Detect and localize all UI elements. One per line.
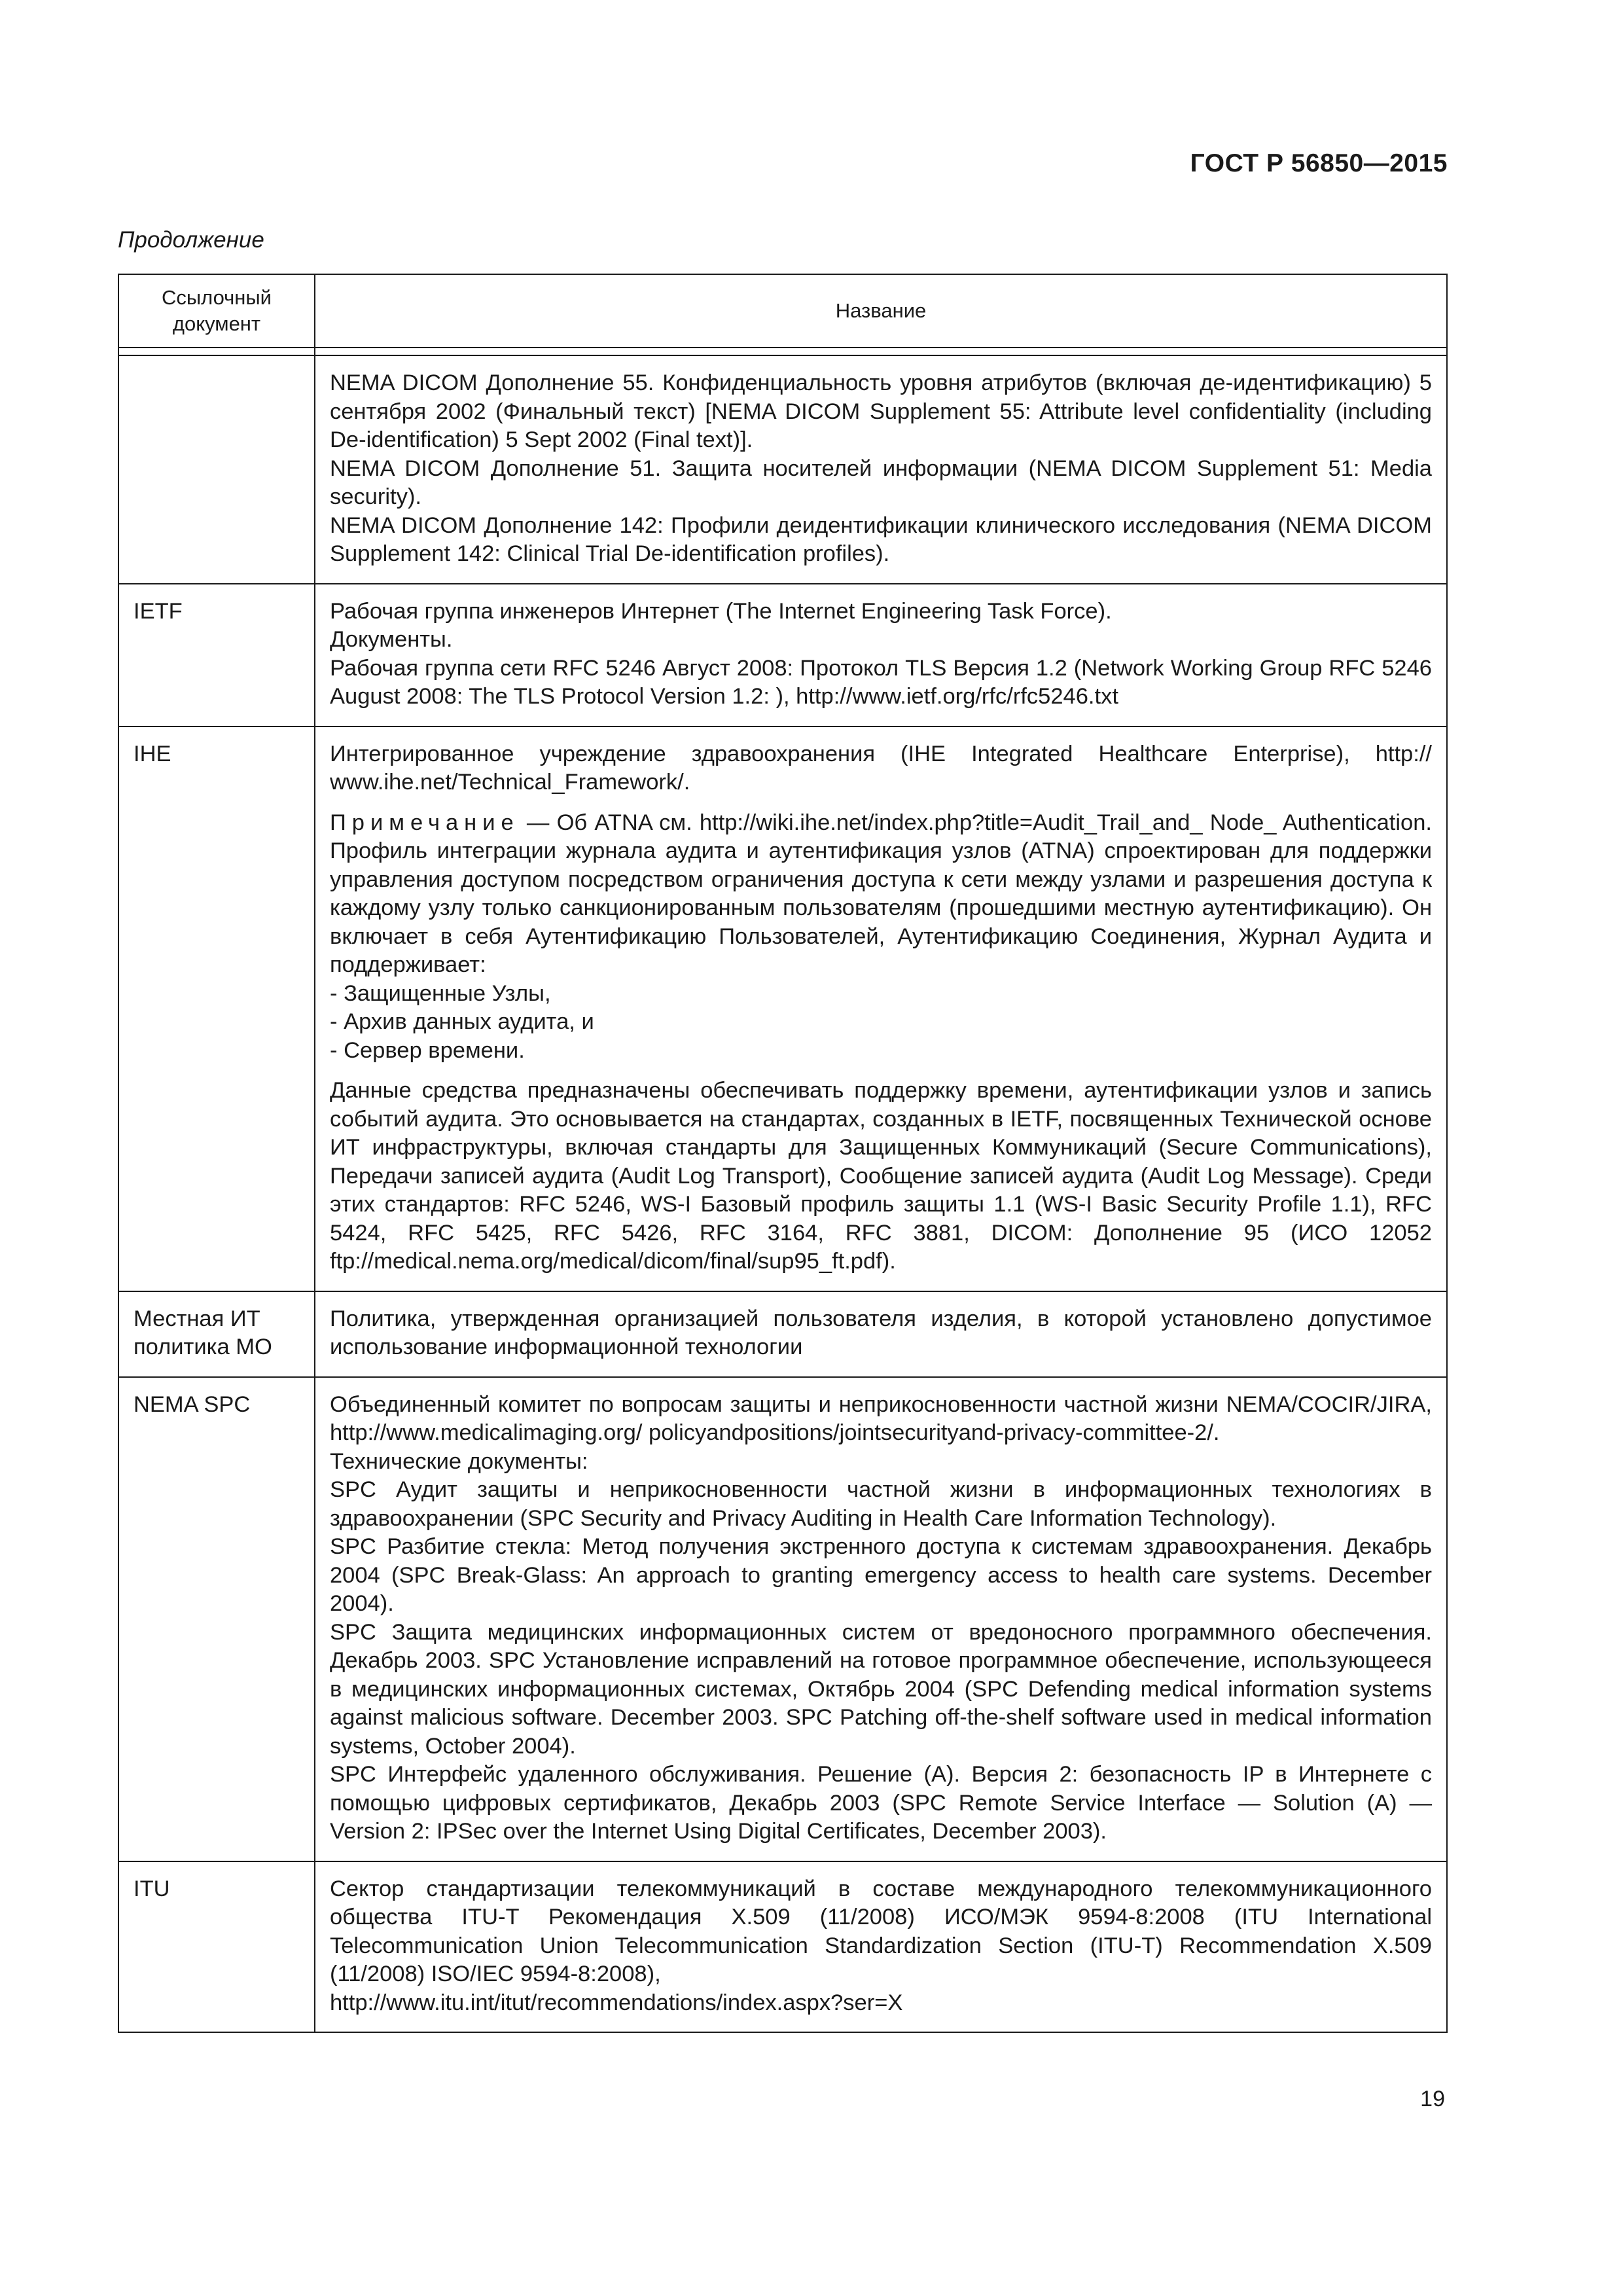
reference-cell: ITU bbox=[118, 1861, 315, 2033]
list-item: - Сервер времени. bbox=[330, 1037, 525, 1063]
table-row bbox=[118, 1377, 1447, 1861]
name-cell bbox=[315, 1291, 1447, 1377]
paragraph: NEMA DICOM Дополнение 142: Профили деидентификации клинического исследования (NEMA DICOM Supplement 142: Clinical Trial De-identification profiles). bbox=[330, 512, 1432, 566]
table-row bbox=[118, 584, 1447, 726]
reference-cell: Местная ИТ политика МО bbox=[118, 1291, 315, 1377]
paragraph: Рабочая группа сети RFC 5246 Август 2008: Протокол TLS Версия 1.2 (Network Working Group RFC 5246 August 2008: The TLS Protocol Version 1.2: ), http://www.ietf.org/rfc/rfc5246.txt bbox=[330, 655, 1432, 709]
table-row bbox=[118, 1291, 1447, 1377]
reference-cell: IETF bbox=[118, 584, 315, 726]
paragraph: Рабочая группа инженеров Интернет (The Internet Engineering Task Force). bbox=[330, 598, 1112, 624]
name-cell bbox=[315, 1861, 1447, 2033]
reference-cell: IHE bbox=[118, 726, 315, 1291]
header-spacer-row bbox=[118, 348, 1447, 355]
name-cell bbox=[315, 1377, 1447, 1861]
paragraph: Сектор стандартизации телекоммуникаций в составе международного телекоммуникационного общества ITU-T Рекомендация Х.509 (11/2008) ИСО/МЭК 9594-8:2008 (ITU International Telecommunication Union Telecommunication Standardization Section (ITU-T) Recommendation X.509 (11/2008) ISO/IEC 9594-8:2008), bbox=[330, 1876, 1432, 1986]
paragraph: Технические документы: bbox=[330, 1448, 588, 1474]
paragraph: SPC Защита медицинских информационных систем от вредоносного программного обеспечения. Декабрь 2003. SPC Установление исправлений на готовое программное обеспечение, использующееся в медицинских информационных системах, Октябрь 2004 (SPC Defending medical information systems against malicious software. December 2003. SPC Patching off-the-shelf software used in medical information systems, October 2004). bbox=[330, 1619, 1432, 1759]
note-paragraph bbox=[330, 809, 1432, 980]
paragraph: http://www.itu.int/itut/recommendations/index.aspx?ser=X bbox=[330, 1990, 903, 2015]
name-cell bbox=[315, 584, 1447, 726]
paragraph: SPC Аудит защиты и неприкосновенности частной жизни в информационных технологиях в здравоохранении (SPC Security and Privacy Auditing in Health Care Information Technology). bbox=[330, 1477, 1432, 1531]
continuation-label: Продолжение bbox=[118, 227, 264, 253]
reference-cell: NEMA SPC bbox=[118, 1377, 315, 1861]
paragraph: NEMA DICOM Дополнение 55. Конфиденциальность уровня атрибутов (включая де-идентификацию) 5 сентября 2002 (Финальный текст) [NEMA DICOM Supplement 55: Attribute level confidentiality (including De-identification) 5 Sept 2002 (Final text)]. bbox=[330, 370, 1432, 452]
table-body bbox=[118, 348, 1447, 2032]
paragraph: Данные средства предназначены обеспечивать поддержку времени, аутентификации узлов и запись событий аудита. Это основывается на стандартах, созданных в IETF, посвященных Технической основе ИТ инфраструктуры, включая стандарты для Защищенных Коммуникаций (Secure Communications), Передачи записей аудита (Audit Log Transport), Сообщение записей аудита (Audit Log Message). Среди этих стандартов: RFC 5246, WS-I Базовый профиль защиты 1.1 (WS-I Basic Security Profile 1.1), RFC 5424, RFC 5425, RFC 5426, RFC 3164, RFC 3881, DICOM: Дополнение 95 (ИСО 12052 ftp://medical.nema.org/medical/dicom/final/sup95_ft.pdf). bbox=[330, 1078, 1432, 1274]
paragraph: Политика, утвержденная организацией пользователя изделия, в которой установлено допустимое использование информационной технологии bbox=[330, 1306, 1432, 1359]
paragraph: SPC Интерфейс удаленного обслуживания. Решение (А). Версия 2: безопасность IP в Интернете с помощью цифровых сертификатов, Декабрь 2003 (SPC Remote Service Interface — Solution (A) — Version 2: IPSec over the Internet Using Digital Certificates, December 2003). bbox=[330, 1762, 1432, 1844]
column-header-name: Название bbox=[315, 274, 1447, 348]
paragraph: Объединенный комитет по вопросам защиты и неприкосновенности частной жизни NEMA/COCIR/JIRA, http://www.medicalimaging.org/ policyandpositions/jointsecurityand-privacy-committee-2/. bbox=[330, 1391, 1432, 1445]
paragraph: Интегрированное учреждение здравоохранения (IHE Integrated Healthcare Enterprise), http:// www.ihe.net/Technical_Framework/. bbox=[330, 741, 1432, 795]
list-item: - Защищенные Узлы, bbox=[330, 980, 551, 1006]
document-code: ГОСТ Р 56850—2015 bbox=[1190, 149, 1448, 177]
paragraph: SPC Разбитие стекла: Метод получения экстренного доступа к системам здравоохранения. Декабрь 2004 (SPC Break-Glass: An approach to granting emergency access to health care systems. December 2004). bbox=[330, 1534, 1432, 1616]
table-header-row bbox=[118, 274, 1447, 348]
note-label: Примечание bbox=[330, 810, 520, 835]
table-row bbox=[118, 355, 1447, 584]
paragraph: Документы. bbox=[330, 627, 453, 652]
references-table bbox=[118, 274, 1448, 2033]
name-cell bbox=[315, 726, 1447, 1291]
note-text: — Об ATNA см. http://wiki.ihe.net/index.php?title=Audit_Trail_and_ Node_ Authentication. Профиль интеграции журнала аудита и аутентификация узлов (ATNA) спроектирован для поддержки управления доступом посредством ограничения доступа к сети между узлами и разрешения доступа к каждому узлу только санкционированным пользователям (прошедшими местную аутентификацию). Он включает в себя Аутентификацию Пользователей, Аутентификацию Соединения, Журнал Аудита и поддерживает: bbox=[330, 810, 1432, 977]
reference-cell bbox=[118, 355, 315, 584]
list-item: - Архив данных аудита, и bbox=[330, 1009, 594, 1034]
column-header-reference: Ссылочный документ bbox=[118, 274, 315, 348]
page-number: 19 bbox=[1420, 2087, 1445, 2111]
paragraph: NEMA DICOM Дополнение 51. Защита носителей информации (NEMA DICOM Supplement 51: Media security). bbox=[330, 456, 1432, 509]
name-cell bbox=[315, 355, 1447, 584]
table-row bbox=[118, 1861, 1447, 2033]
table-row bbox=[118, 726, 1447, 1291]
